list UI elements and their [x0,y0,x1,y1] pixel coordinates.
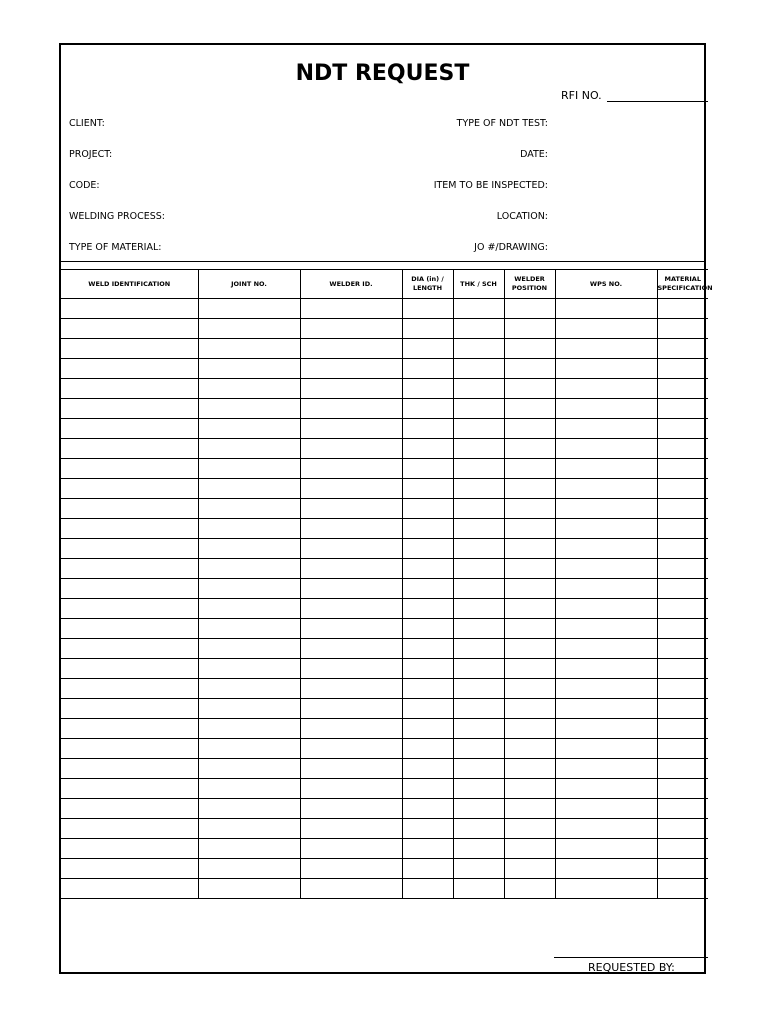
table-cell[interactable] [504,299,555,319]
table-cell[interactable] [657,499,708,519]
header-divider [61,261,704,262]
code-label: CODE: [69,180,100,191]
table-row [61,399,708,419]
table-cell[interactable] [61,719,198,739]
table-cell[interactable] [657,739,708,759]
table-cell[interactable] [657,719,708,739]
project-label: PROJECT: [69,149,113,160]
table-cell[interactable] [453,439,504,459]
column-header-weld-identification: WELD IDENTIFICATION [61,270,198,299]
table-cell[interactable] [402,339,453,359]
table-cell[interactable] [198,659,300,679]
table-cell[interactable] [504,339,555,359]
table-cell[interactable] [402,739,453,759]
table-cell[interactable] [61,419,198,439]
table-cell[interactable] [504,519,555,539]
table-cell[interactable] [453,319,504,339]
table-cell[interactable] [504,539,555,559]
table-cell[interactable] [453,599,504,619]
table-cell[interactable] [657,799,708,819]
table-cell[interactable] [198,699,300,719]
table-cell[interactable] [453,759,504,779]
table-cell[interactable] [300,479,402,499]
table-row [61,539,708,559]
table-cell[interactable] [198,479,300,499]
rfi-number-field[interactable] [607,101,708,102]
table-cell[interactable] [61,679,198,699]
table-cell[interactable] [657,819,708,839]
table-cell[interactable] [198,499,300,519]
table-cell[interactable] [453,779,504,799]
table-row [61,659,708,679]
table-cell[interactable] [657,339,708,359]
table-row [61,579,708,599]
table-cell[interactable] [504,879,555,899]
table-cell[interactable] [300,739,402,759]
table-cell[interactable] [300,579,402,599]
table-cell[interactable] [402,379,453,399]
table-cell[interactable] [402,799,453,819]
table-cell[interactable] [402,319,453,339]
table-row [61,639,708,659]
table-cell[interactable] [657,839,708,859]
table-cell[interactable] [61,559,198,579]
table-cell[interactable] [198,579,300,599]
table-cell[interactable] [657,679,708,699]
table-cell[interactable] [61,319,198,339]
table-row [61,559,708,579]
table-cell[interactable] [453,299,504,319]
table-cell[interactable] [453,379,504,399]
table-cell[interactable] [657,879,708,899]
table-cell[interactable] [453,359,504,379]
table-cell[interactable] [300,599,402,619]
table-cell[interactable] [402,419,453,439]
table-cell[interactable] [300,319,402,339]
table-cell[interactable] [657,859,708,879]
table-cell[interactable] [300,859,402,879]
table-cell[interactable] [198,439,300,459]
table-cell[interactable] [402,479,453,499]
table-cell[interactable] [300,399,402,419]
table-cell[interactable] [300,659,402,679]
table-cell[interactable] [300,499,402,519]
table-cell[interactable] [300,379,402,399]
table-cell[interactable] [198,759,300,779]
table-cell[interactable] [300,699,402,719]
table-cell[interactable] [300,879,402,899]
table-cell[interactable] [198,859,300,879]
table-cell[interactable] [453,879,504,899]
jo-drawing-label: JO #/DRAWING: [474,242,548,253]
table-cell[interactable] [198,519,300,539]
table-row [61,759,708,779]
table-cell[interactable] [453,339,504,359]
table-cell[interactable] [61,619,198,639]
table-cell[interactable] [657,759,708,779]
table-cell[interactable] [555,399,657,419]
table-cell[interactable] [300,759,402,779]
table-cell[interactable] [504,379,555,399]
table-cell[interactable] [198,819,300,839]
table-cell[interactable] [198,839,300,859]
column-header-wps-no: WPS NO. [555,270,657,299]
table-cell[interactable] [198,679,300,699]
table-cell[interactable] [402,519,453,539]
column-header-welder-position: WELDER POSITION [504,270,555,299]
table-cell[interactable] [402,839,453,859]
table-cell[interactable] [504,699,555,719]
table-cell[interactable] [657,539,708,559]
table-cell[interactable] [504,399,555,419]
table-cell[interactable] [453,459,504,479]
table-cell[interactable] [453,619,504,639]
table-cell[interactable] [300,559,402,579]
table-cell[interactable] [504,659,555,679]
table-row [61,319,708,339]
table-row [61,699,708,719]
table-cell[interactable] [504,799,555,819]
table-cell[interactable] [300,439,402,459]
table-cell[interactable] [504,759,555,779]
table-cell[interactable] [453,479,504,499]
table-body [61,299,708,899]
table-cell[interactable] [61,659,198,679]
table-cell[interactable] [198,719,300,739]
type-of-ndt-test-label: TYPE OF NDT TEST: [456,118,548,129]
table-cell[interactable] [402,759,453,779]
table-cell[interactable] [402,539,453,559]
table-cell[interactable] [657,659,708,679]
table-cell[interactable] [198,419,300,439]
table-cell[interactable] [504,859,555,879]
table-cell[interactable] [402,599,453,619]
table-cell[interactable] [555,439,657,459]
table-cell[interactable] [504,459,555,479]
table-cell[interactable] [555,859,657,879]
table-cell[interactable] [402,679,453,699]
table-cell[interactable] [555,419,657,439]
table-cell[interactable] [61,299,198,319]
date-label: DATE: [520,149,548,160]
table-cell[interactable] [555,479,657,499]
table-cell[interactable] [402,659,453,679]
table-cell[interactable] [402,719,453,739]
table-cell[interactable] [453,699,504,719]
table-cell[interactable] [61,739,198,759]
table-cell[interactable] [61,539,198,559]
table-cell[interactable] [453,499,504,519]
table-cell[interactable] [504,679,555,699]
table-cell[interactable] [453,679,504,699]
table-cell[interactable] [504,439,555,459]
table-row [61,479,708,499]
table-cell[interactable] [504,819,555,839]
table-row [61,819,708,839]
table-cell[interactable] [504,839,555,859]
table-cell[interactable] [504,619,555,639]
table-cell[interactable] [61,379,198,399]
table-cell[interactable] [555,879,657,899]
table-cell[interactable] [453,739,504,759]
table-cell[interactable] [555,539,657,559]
table-cell[interactable] [555,359,657,379]
table-cell[interactable] [61,779,198,799]
table-cell[interactable] [555,679,657,699]
table-cell[interactable] [504,559,555,579]
requested-by-signature-line[interactable] [554,957,708,958]
table-cell[interactable] [453,819,504,839]
table-cell[interactable] [402,399,453,419]
table-cell[interactable] [453,799,504,819]
table-cell[interactable] [300,619,402,639]
table-cell[interactable] [61,699,198,719]
table-cell[interactable] [504,739,555,759]
table-cell[interactable] [555,779,657,799]
table-cell[interactable] [453,719,504,739]
table-cell[interactable] [300,359,402,379]
table-header-row [61,270,708,299]
table-cell[interactable] [453,419,504,439]
welding-process-label: WELDING PROCESS: [69,211,165,222]
table-cell[interactable] [300,799,402,819]
table-cell[interactable] [504,639,555,659]
table-cell[interactable] [555,619,657,639]
table-row [61,459,708,479]
column-header-dia-length: DIA (in) / LENGTH [402,270,453,299]
table-cell[interactable] [453,539,504,559]
table-cell[interactable] [453,859,504,879]
table-cell[interactable] [300,299,402,319]
table-cell[interactable] [504,719,555,739]
location-label: LOCATION: [496,211,548,222]
table-cell[interactable] [555,339,657,359]
table-cell[interactable] [657,519,708,539]
table-cell[interactable] [453,399,504,419]
table-cell[interactable] [504,599,555,619]
column-header-thk-sch: THK / SCH [453,270,504,299]
table-cell[interactable] [453,839,504,859]
table-cell[interactable] [402,459,453,479]
table-cell[interactable] [402,359,453,379]
table-cell[interactable] [300,459,402,479]
table-cell[interactable] [555,639,657,659]
table-cell[interactable] [61,359,198,379]
item-to-be-inspected-label: ITEM TO BE INSPECTED: [433,180,548,191]
table-cell[interactable] [61,639,198,659]
weld-inspection-table [61,269,713,899]
table-cell[interactable] [657,599,708,619]
table-cell[interactable] [61,759,198,779]
table-cell[interactable] [198,619,300,639]
table-cell[interactable] [300,719,402,739]
table-cell[interactable] [504,359,555,379]
table-cell[interactable] [657,379,708,399]
client-label: CLIENT: [69,118,105,129]
table-row [61,299,708,319]
table-cell[interactable] [402,439,453,459]
table-row [61,599,708,619]
table-cell[interactable] [402,819,453,839]
table-cell[interactable] [402,499,453,519]
table-row [61,439,708,459]
table-cell[interactable] [402,639,453,659]
table-cell[interactable] [61,859,198,879]
table-cell[interactable] [61,519,198,539]
table-cell[interactable] [453,659,504,679]
ndt-request-form [59,43,713,974]
table-cell[interactable] [402,699,453,719]
table-cell[interactable] [657,479,708,499]
table-row [61,739,708,759]
table-cell[interactable] [300,839,402,859]
table-cell[interactable] [300,339,402,359]
table-cell[interactable] [402,619,453,639]
table-cell[interactable] [504,419,555,439]
table-cell[interactable] [555,579,657,599]
table-cell[interactable] [402,299,453,319]
table-cell[interactable] [504,779,555,799]
table-cell[interactable] [61,479,198,499]
table-cell[interactable] [555,739,657,759]
table-cell[interactable] [61,499,198,519]
table-cell[interactable] [504,479,555,499]
table-cell[interactable] [657,419,708,439]
table-cell[interactable] [300,639,402,659]
table-cell[interactable] [61,399,198,419]
table-row [61,719,708,739]
table-cell[interactable] [657,319,708,339]
column-header-joint-no: JOINT NO. [198,270,300,299]
table-cell[interactable] [402,559,453,579]
table-cell[interactable] [555,759,657,779]
table-row [61,419,708,439]
table-cell[interactable] [555,319,657,339]
table-cell[interactable] [61,339,198,359]
table-cell[interactable] [61,839,198,859]
type-of-material-label: TYPE OF MATERIAL: [69,242,162,253]
table-cell[interactable] [402,779,453,799]
table-cell[interactable] [453,639,504,659]
table-row [61,859,708,879]
table-cell[interactable] [198,779,300,799]
table-cell[interactable] [555,819,657,839]
table-cell[interactable] [555,659,657,679]
table-row [61,499,708,519]
table-cell[interactable] [555,799,657,819]
table-cell[interactable] [300,779,402,799]
table-row [61,359,708,379]
table-cell[interactable] [555,459,657,479]
table-cell[interactable] [198,879,300,899]
table-cell[interactable] [555,299,657,319]
table-cell[interactable] [657,559,708,579]
table-row [61,619,708,639]
table-cell[interactable] [555,719,657,739]
table-cell[interactable] [198,559,300,579]
requested-by-label: REQUESTED BY: [588,961,675,974]
table-cell[interactable] [555,519,657,539]
table-cell[interactable] [61,599,198,619]
table-cell[interactable] [300,679,402,699]
table-cell[interactable] [198,359,300,379]
table-cell[interactable] [555,599,657,619]
table-cell[interactable] [657,699,708,719]
table-cell[interactable] [657,439,708,459]
table-cell[interactable] [198,739,300,759]
table-row [61,519,708,539]
table-row [61,799,708,819]
table-row [61,339,708,359]
column-header-welder-id: WELDER ID. [300,270,402,299]
table-cell[interactable] [198,299,300,319]
table-cell[interactable] [198,459,300,479]
table-cell[interactable] [198,379,300,399]
table-cell[interactable] [300,419,402,439]
table-cell[interactable] [504,579,555,599]
table-cell[interactable] [657,779,708,799]
table-cell[interactable] [555,499,657,519]
table-cell[interactable] [453,579,504,599]
table-row [61,679,708,699]
table-cell[interactable] [657,579,708,599]
table-cell[interactable] [453,559,504,579]
table-cell[interactable] [504,499,555,519]
table-cell[interactable] [61,439,198,459]
table-cell[interactable] [198,319,300,339]
table-cell[interactable] [657,399,708,419]
table-cell[interactable] [198,639,300,659]
table-cell[interactable] [555,839,657,859]
table-cell[interactable] [61,819,198,839]
table-cell[interactable] [198,799,300,819]
table-cell[interactable] [555,559,657,579]
table-row [61,839,708,859]
table-cell[interactable] [61,579,198,599]
table-cell[interactable] [300,819,402,839]
table-row [61,879,708,899]
table-cell[interactable] [300,539,402,559]
column-header-material-specification: MATERIAL SPECIFICATION [657,270,708,299]
table-cell[interactable] [657,459,708,479]
table-cell[interactable] [504,319,555,339]
form-title: NDT REQUEST [295,61,470,86]
table-cell[interactable] [198,339,300,359]
table-cell[interactable] [453,519,504,539]
table-cell[interactable] [657,359,708,379]
table-cell[interactable] [61,459,198,479]
table-cell[interactable] [300,519,402,539]
table-row [61,779,708,799]
table-cell[interactable] [555,699,657,719]
table-cell[interactable] [555,379,657,399]
rfi-number-label: RFI NO. [561,89,602,102]
table-cell[interactable] [657,299,708,319]
table-cell[interactable] [61,879,198,899]
table-cell[interactable] [198,399,300,419]
table-cell[interactable] [657,619,708,639]
table-cell[interactable] [402,879,453,899]
table-cell[interactable] [61,799,198,819]
table-cell[interactable] [198,599,300,619]
table-cell[interactable] [657,639,708,659]
table-row [61,379,708,399]
table-cell[interactable] [402,859,453,879]
table-cell[interactable] [198,539,300,559]
table-cell[interactable] [402,579,453,599]
